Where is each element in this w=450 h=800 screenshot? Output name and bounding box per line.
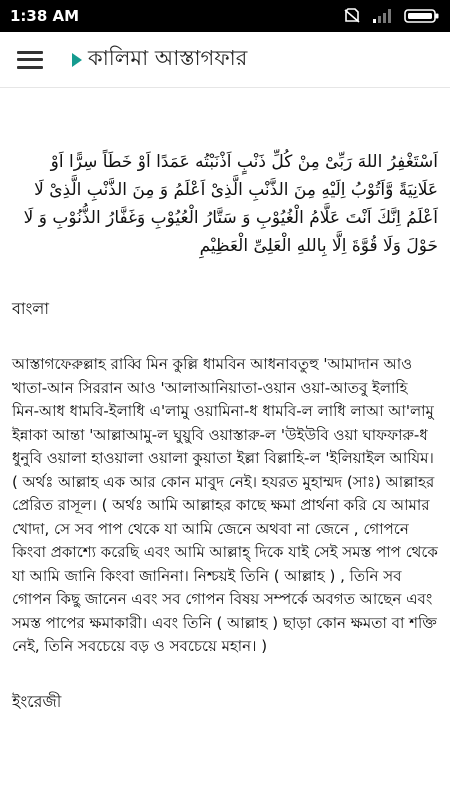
hamburger-menu-icon bbox=[17, 51, 43, 69]
title-wrap bbox=[72, 42, 247, 77]
play-arrow-icon bbox=[72, 53, 82, 67]
bangla-label: বাংলা bbox=[12, 299, 49, 318]
status-bar bbox=[0, 0, 450, 32]
no-sim-icon bbox=[342, 7, 362, 25]
app-bar bbox=[0, 32, 450, 88]
page-title: কালিমা আস্তাগফার bbox=[88, 46, 248, 70]
status-icons bbox=[342, 7, 440, 25]
status-time: 1:38 AM bbox=[10, 7, 80, 25]
battery-icon bbox=[404, 8, 440, 24]
arabic-text: اَسْتَغْفِرُ اللهَ رَبِّیْ مِنْ کُلِّ ذَنْبٍ اَذْنَبْتُه عَمَدًا اَوْ خَطَاً سِرًّا اَوْ عَلَانِيَةً وَّاَتُوْبُ اِلَيْهِ مِنَ الذَّنْبِ الَّذِیْ اَعْلَمُ وَ مِنَ الذَّنْبِ الَّذِیْ لَا اَعْلَمُ اِنَّكَ اَنْتَ عَلَّامُ الْغُيُوْبِ وَ سَتَّارُ الْعُيُوْبِ وَغَفَّارُ الذُّنُوْبِ وَ لَا حَوْلَ وَلَا قُوَّةَ اِلَّا بِاللهِ الْعَلِیِّ الْعَظِيْمِ bbox=[23, 152, 438, 256]
english-label: ইংরেজী bbox=[12, 691, 62, 711]
menu-button[interactable] bbox=[6, 36, 54, 84]
content-area[interactable] bbox=[0, 88, 450, 800]
signal-icon bbox=[372, 8, 394, 24]
bangla-text: আস্তাগফেরুল্লাহ রাব্বি মিন কুল্লি ধামবিন আধনাবতুহু 'আমাদান আও খাতা-আন সিররান আও 'আলাআনিয়াতা-ওয়ান ওয়া-আতবু ইলাহি মিন-আধ ধামবি-ইলাধি এ'লামু ওয়ামিনা-ধ ধামবি-ল লাধি লাআ আ'লামু ইন্নাকা আন্তা 'আল্লাআমু-ল ঘুয়ুবি ওয়াস্তারু-ল 'উইউবি ওয়া ঘাফফারু-ধ ধুনুবি ওয়ালা হাওয়ালা ওয়ালা কুয়াতা ইল্লা বিল্লাহি-ল 'ইলিয়াইল আযিম। ( অর্থঃ আল্লাহ এক আর কোন মাবুদ নেই। হযরত মুহাম্মদ (সাঃ) আল্লাহর প্রেরিত রাসূল। ( অর্থঃ আমি আল্লাহর কাছে ক্ষমা প্রার্থনা করি যে আমার খোদা, সে সব পাপ থেকে যা আমি জেনে অথবা না জেনে , গোপনে কিংবা প্রকাশ্যে করেছি এবং আমি আল্লাহ্‌ দিকে যাই সেই সমস্ত পাপ থেকে যা আমি জানি কিংবা জানিনা। নিশ্চয়ই তিনি ( আল্লাহ ) , তিনি সব গোপন কিছু জানেন এবং সব গোপন বিষয় সম্পর্কে অবগত আছেন এবং সমস্ত পাপের ক্ষমাকারী। এবং তিনি ( আল্লাহ ) ছাড়া কোন ক্ষমতা বা শক্তি নেই, তিনি সবচেয়ে বড় ও সবচেয়ে মহান। ) bbox=[12, 355, 438, 655]
